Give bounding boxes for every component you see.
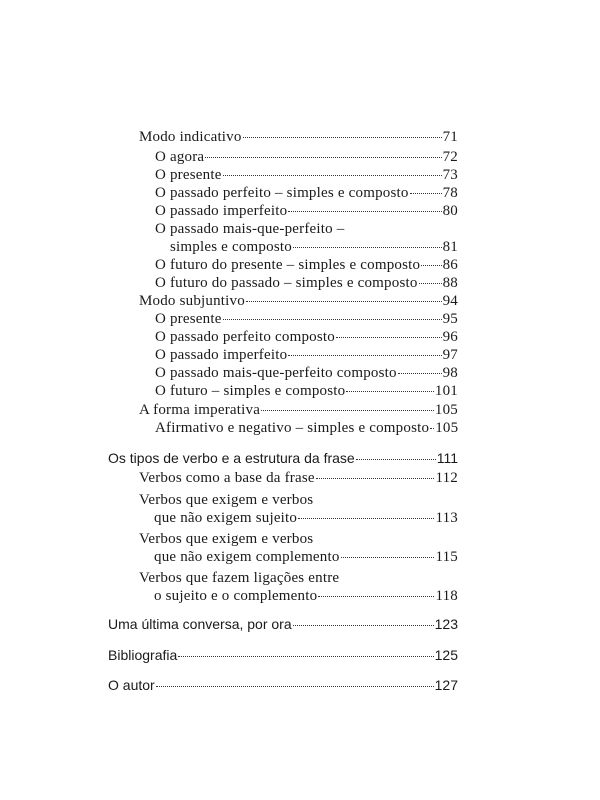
toc-title: A forma imperativa [139, 402, 261, 418]
toc-title: que não exigem complemento [154, 549, 340, 565]
toc-page-number: 101 [434, 383, 458, 399]
toc-entry-passado-perfeito-composto[interactable] [155, 329, 458, 346]
toc-entry-tipos-de-verbo[interactable] [108, 450, 458, 466]
dot-leader [246, 301, 442, 302]
toc-title: que não exigem sujeito [154, 510, 298, 526]
toc-entry-mais-que-perfeito[interactable] [170, 239, 458, 256]
toc-title: o sujeito e o complemento [154, 588, 318, 604]
dot-leader [336, 337, 442, 338]
toc-page-number: 80 [442, 203, 458, 219]
toc-page-number: 118 [435, 588, 458, 604]
dot-leader [243, 137, 442, 138]
dot-leader [223, 319, 442, 320]
dot-leader [298, 518, 434, 519]
toc-page-number: 81 [442, 239, 458, 255]
toc-page-number: 111 [436, 450, 458, 466]
dot-leader [205, 157, 441, 158]
toc-page-number: 105 [435, 420, 459, 436]
dot-leader [356, 459, 436, 460]
toc-page-number: 112 [435, 470, 458, 486]
toc-entry-ultima-conversa[interactable] [108, 616, 458, 632]
toc-entry-exigem-sujeito[interactable] [154, 510, 458, 527]
dot-leader [421, 265, 441, 266]
toc-page-number: 127 [434, 677, 458, 693]
dot-leader [410, 193, 442, 194]
toc-entry-verbos-base[interactable] [139, 470, 458, 487]
toc-page-number: 94 [442, 293, 458, 309]
toc-entry-o-presente-subjuntivo[interactable] [155, 311, 458, 328]
toc-title: O futuro do presente – simples e composto [155, 257, 421, 273]
toc-title: simples e composto [170, 239, 292, 255]
toc-entry-afirmativo-negativo[interactable] [155, 420, 458, 437]
toc-page-number: 105 [434, 402, 458, 418]
toc-title: Bibliografia [108, 647, 178, 663]
toc-title: O passado mais-que-perfeito composto [155, 365, 397, 381]
toc-entry-modo-subjuntivo[interactable] [139, 293, 458, 310]
dot-leader [261, 410, 434, 411]
toc-page-number: 125 [434, 647, 458, 663]
toc-entry-ligacoes-line1[interactable]: Verbos que fazem ligações entre [139, 570, 340, 586]
toc-page-number: 113 [435, 510, 458, 526]
dot-leader [288, 355, 441, 356]
toc-entry-futuro-do-presente[interactable] [155, 257, 458, 274]
dot-leader [223, 175, 442, 176]
toc-page-number: 95 [442, 311, 458, 327]
toc-title: O autor [108, 677, 155, 693]
toc-entry-passado-perfeito[interactable] [155, 185, 458, 202]
toc-page-number: 78 [442, 185, 458, 201]
toc-entry-o-presente[interactable] [155, 167, 458, 184]
toc-entry-forma-imperativa[interactable] [139, 402, 458, 419]
toc-title: O passado perfeito composto [155, 329, 335, 345]
dot-leader [288, 211, 441, 212]
dot-leader [419, 283, 442, 284]
toc-entry-exigem-complemento-line1[interactable]: Verbos que exigem e verbos [139, 531, 314, 547]
dot-leader [178, 656, 433, 657]
toc-page-number: 71 [442, 129, 458, 145]
toc-page-number: 88 [442, 275, 458, 291]
toc-title: O futuro do passado – simples e composto [155, 275, 418, 291]
dot-leader [316, 478, 435, 479]
dot-leader [398, 373, 442, 374]
toc-page-number: 123 [434, 616, 458, 632]
dot-leader [318, 596, 434, 597]
dot-leader [156, 686, 434, 687]
toc-title: Modo subjuntivo [139, 293, 245, 309]
toc-page-number: 86 [442, 257, 458, 273]
toc-entry-o-agora[interactable] [155, 149, 458, 166]
toc-title: O presente [155, 311, 222, 327]
toc-title: Afirmativo e negativo – simples e composto [155, 420, 430, 436]
toc-page-number: 98 [442, 365, 458, 381]
toc-page-number: 115 [435, 549, 458, 565]
toc-title: O passado imperfeito [155, 347, 288, 363]
toc-title: Os tipos de verbo e a estrutura da frase [108, 450, 355, 466]
toc-page-number: 72 [442, 149, 458, 165]
toc-entry-o-autor[interactable] [108, 677, 458, 693]
toc-title: O passado perfeito – simples e composto [155, 185, 409, 201]
toc-entry-exigem-complemento[interactable] [154, 549, 458, 566]
toc-entry-bibliografia[interactable] [108, 647, 458, 663]
toc-title: Modo indicativo [139, 129, 242, 145]
toc-title: Verbos como a base da frase [139, 470, 315, 486]
toc-entry-exigem-sujeito-line1[interactable]: Verbos que exigem e verbos [139, 492, 314, 508]
toc-title: O presente [155, 167, 222, 183]
toc-entry-futuro-simples-composto[interactable] [155, 383, 458, 400]
toc-page-number: 97 [442, 347, 458, 363]
toc-title: Uma última conversa, por ora [108, 616, 292, 632]
toc-page-number: 73 [442, 167, 458, 183]
toc-entry-mais-que-perfeito-composto[interactable] [155, 365, 458, 382]
toc-title: O agora [155, 149, 205, 165]
toc-entry-futuro-do-passado[interactable] [155, 275, 458, 292]
toc-title: O passado imperfeito [155, 203, 288, 219]
toc-title: O futuro – simples e composto [155, 383, 346, 399]
toc-page-number: 96 [442, 329, 458, 345]
dot-leader [346, 391, 434, 392]
toc-entry-passado-imperfeito[interactable] [155, 203, 458, 220]
dot-leader [293, 625, 434, 626]
toc-entry-mais-que-perfeito-line1[interactable]: O passado mais-que-perfeito – [155, 221, 345, 237]
dot-leader [341, 557, 435, 558]
dot-leader [430, 428, 434, 429]
toc-entry-modo-indicativo[interactable] [139, 129, 458, 146]
toc-entry-passado-imperfeito-subjuntivo[interactable] [155, 347, 458, 364]
toc-entry-ligacoes[interactable] [154, 588, 458, 605]
dot-leader [293, 247, 442, 248]
